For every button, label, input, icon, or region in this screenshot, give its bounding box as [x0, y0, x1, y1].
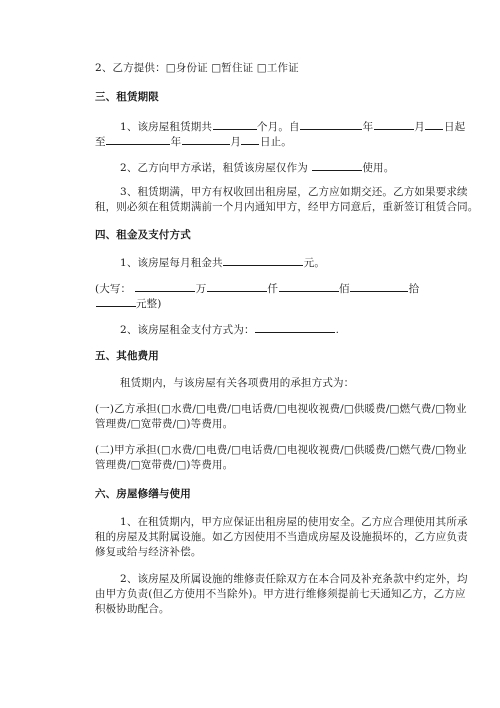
start-month-blank[interactable] — [374, 119, 414, 130]
rent-in-words-text: 仟 — [267, 283, 279, 295]
lease-term-text: 年 — [170, 136, 182, 148]
party-a-fees-line-2: 管理费/□宽带费/□)等费用。 — [95, 459, 234, 471]
monthly-rent-text: 1、该房屋每月租金共 — [120, 257, 223, 269]
rent-in-words-text: (大写： — [95, 283, 132, 295]
party-b-fees-line-2: 管理费/□宽带费/□)等费用。 — [95, 418, 234, 430]
payment-method-blank[interactable] — [255, 322, 335, 333]
usage-purpose-blank[interactable] — [312, 160, 362, 171]
id-document-line — [95, 62, 299, 75]
ten-thousands-blank[interactable] — [135, 281, 195, 292]
id-document-text: 2、乙方提供：□身份证 □暂住证 □工作证 — [95, 62, 299, 74]
payment-method-text: 2、该房屋租金支付方式为： — [120, 324, 255, 336]
section-heading-rent-payment: 四、租金及支付方式 — [95, 229, 191, 241]
lease-term-text: 个月。自 — [257, 121, 300, 133]
end-year-blank[interactable] — [106, 134, 170, 145]
thousands-blank[interactable] — [207, 281, 267, 292]
repair-paragraph-2-line-2: 由甲方负责(但乙方使用不当除外)。甲方进行维修须提前七天通知乙方，乙方应 — [95, 588, 466, 600]
lease-term-text: 月 — [414, 121, 425, 133]
monthly-rent-blank[interactable] — [223, 255, 303, 266]
fees-intro: 租赁期内，与该房屋有关各项费用的承担方式为： — [120, 377, 355, 389]
end-month-blank[interactable] — [182, 134, 230, 145]
rent-in-words-text: 佰 — [339, 283, 350, 295]
party-a-fees-line-1: (二)甲方承担(□水费/□电费/□电话费/□电视收视费/□供暖费/□燃气费/□物业 — [95, 444, 467, 456]
lease-term-text: 日起 — [443, 121, 466, 133]
section-heading-other-fees: 五、其他费用 — [95, 350, 159, 362]
monthly-rent-paragraph — [120, 255, 325, 270]
tens-blank[interactable] — [350, 281, 408, 292]
section-heading-lease-term: 三、租赁期限 — [95, 91, 159, 103]
usage-text: 2、乙方向甲方承诺，租赁该房屋仅作为 — [120, 162, 308, 174]
party-b-fees-line-1: (一)乙方承担(□水费/□电费/□电话费/□电视收视费/□供暖费/□燃气费/□物业 — [95, 403, 467, 415]
payment-method-text: . — [335, 324, 340, 336]
usage-text: 使用。 — [362, 162, 395, 174]
lease-term-text: 日止。 — [259, 136, 292, 148]
start-day-blank[interactable] — [425, 119, 443, 130]
lease-term-text: 至 — [95, 136, 106, 148]
lease-term-paragraph-line-2 — [95, 134, 292, 149]
lease-term-paragraph-line-1 — [120, 119, 465, 134]
lease-term-text: 月 — [230, 136, 241, 148]
rent-in-words-text: 拾 — [408, 283, 420, 295]
rent-in-words-line-1 — [95, 281, 419, 296]
months-blank[interactable] — [213, 119, 257, 130]
ones-blank[interactable] — [96, 296, 136, 307]
start-year-blank[interactable] — [300, 119, 362, 130]
repair-paragraph-1-line-3: 修复或给与经济补偿。 — [95, 546, 202, 558]
lease-term-text: 年 — [362, 121, 374, 133]
repair-paragraph-2-line-1: 2、该房屋及所属设施的维修责任除双方在本合同及补充条款中约定外，均 — [120, 573, 468, 585]
renewal-paragraph-line-1: 3、租赁期满，甲方有权收回出租房屋，乙方应如期交还。乙方如果要求续 — [120, 186, 468, 198]
renewal-paragraph-line-2: 租，则必须在租赁期满前一个月内通知甲方，经甲方同意后，重新签订租赁合同。 — [95, 201, 479, 213]
repair-paragraph-2-line-3: 积极协助配合。 — [95, 603, 170, 615]
rent-in-words-text: 元整) — [136, 298, 162, 310]
repair-paragraph-1-line-1: 1、在租赁期内，甲方应保证出租房屋的使用安全。乙方应合理使用其所承 — [120, 516, 468, 528]
payment-method-paragraph — [120, 322, 339, 337]
rent-in-words-text: 万 — [195, 283, 207, 295]
lease-term-text: 1、该房屋租赁期共 — [120, 121, 213, 133]
monthly-rent-text: 元。 — [303, 257, 325, 269]
rent-in-words-line-2 — [95, 296, 162, 311]
end-day-blank[interactable] — [241, 134, 259, 145]
repair-paragraph-1-line-2: 租的房屋及其附属设施。如乙方因使用不当造成房屋及设施损坏的，乙方应负责 — [95, 531, 468, 543]
usage-paragraph — [120, 160, 394, 175]
hundreds-blank[interactable] — [279, 281, 339, 292]
section-heading-repair-use: 六、房屋修缮与使用 — [95, 488, 191, 500]
